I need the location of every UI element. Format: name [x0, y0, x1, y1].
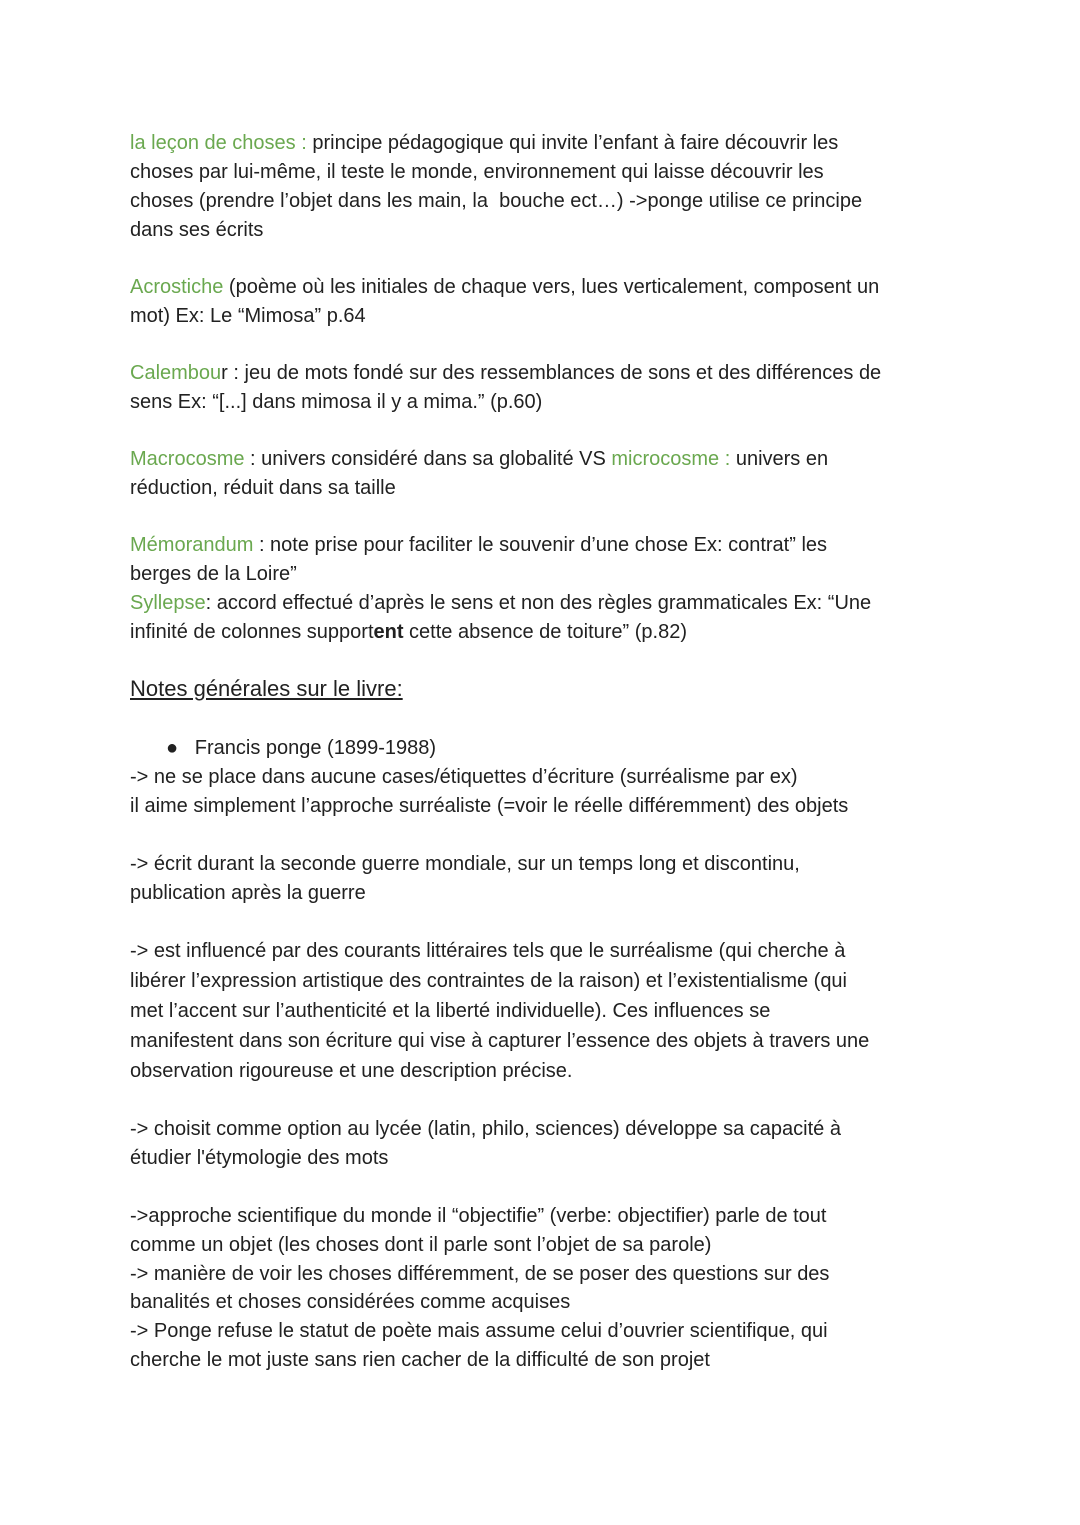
bullet-icon: ● — [166, 737, 195, 759]
term-microcosme: microcosme : — [611, 448, 731, 470]
bold-ending: ent — [373, 621, 404, 643]
term: la leçon de choses : — [130, 132, 307, 154]
term: Calembou — [130, 362, 222, 384]
term: Acrostiche — [130, 276, 224, 298]
term: Syllepse — [130, 592, 206, 614]
section-heading: Notes générales sur le livre: — [130, 676, 403, 701]
term: Macrocosme — [130, 448, 245, 470]
term: Mémorandum — [130, 534, 254, 556]
bullet-item: ● Francis ponge (1899-1988) — [166, 737, 437, 759]
